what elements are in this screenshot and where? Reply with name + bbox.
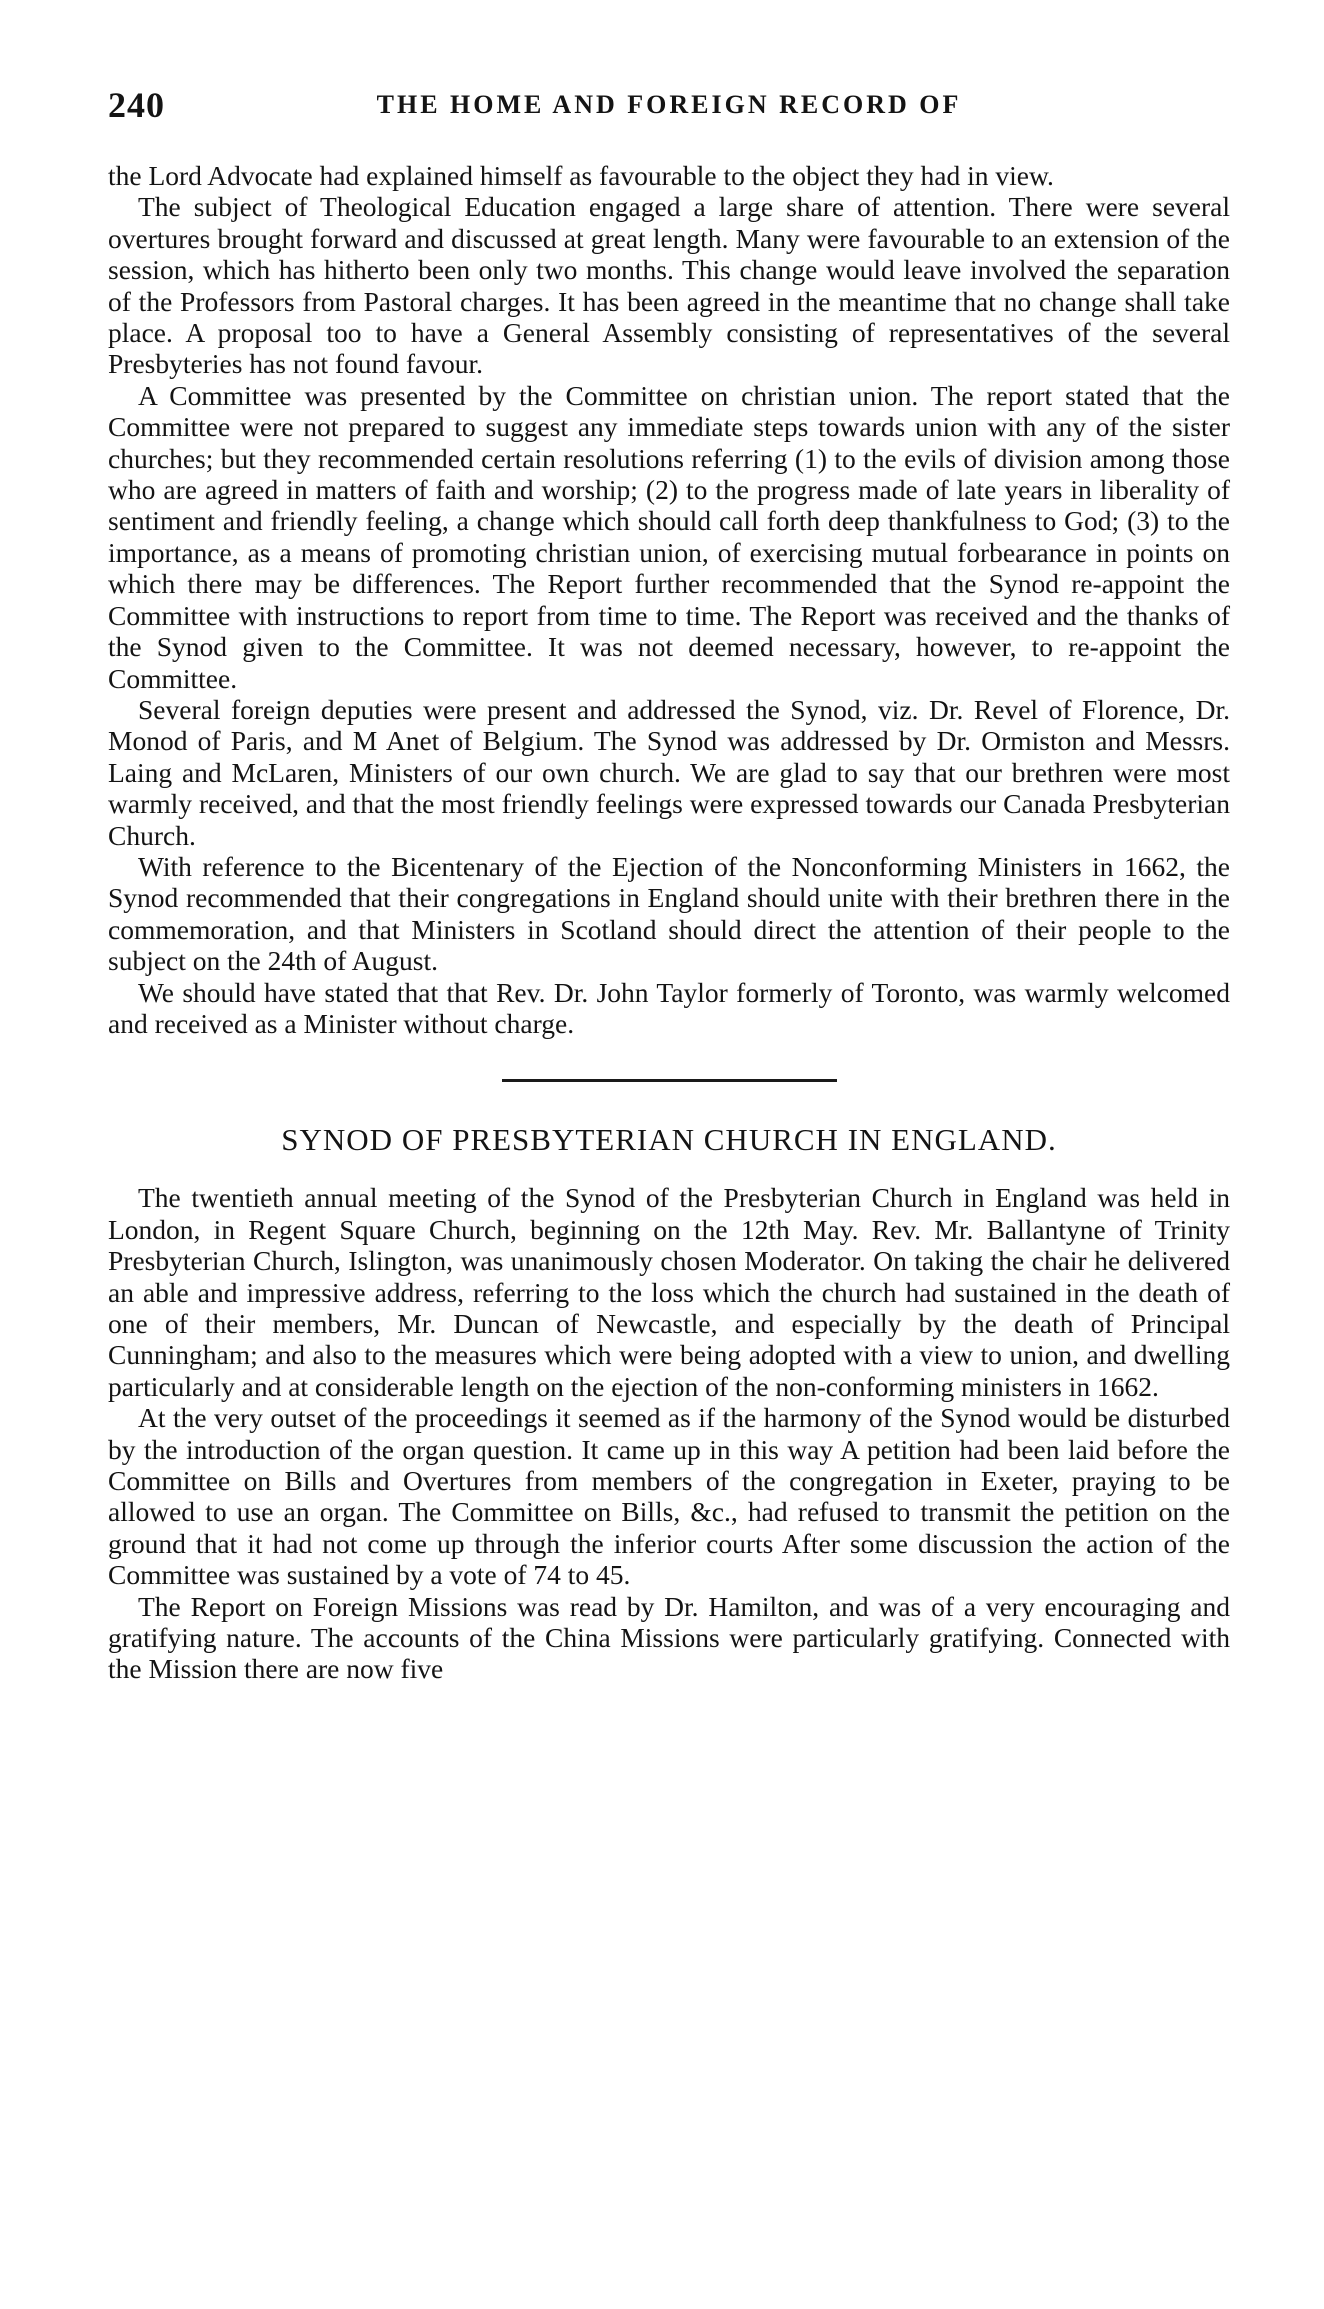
article-synod-england <box>108 1122 1230 1685</box>
paragraph: Several foreign deputies were present and addressed the Synod, viz. Dr. Revel of Florence, Dr. Monod of Paris, and M Anet of Belgium. The Synod was addressed by Dr. Ormiston and Messrs. Laing and McLaren, Ministers of our own church. We are glad to say that our brethren were most warmly received, and that the most friendly feelings were expressed towards our Canada Presbyterian Church. <box>108 693 1230 851</box>
article-continuation <box>108 160 1230 1039</box>
paragraph: The twentieth annual meeting of the Synod of the Presbyterian Church in England was held in London, in Regent Square Church, beginning on the 12th May. Rev. Mr. Ballantyne of Trinity Presbyterian Church, Islington, was unanimously chosen Moderator. On taking the chair he delivered an able and impressive address, referring to the loss which the church had sustained in the death of one of their members, Mr. Duncan of Newcastle, and especially by the death of Principal Cunningham; and also to the measures which were being adopted with a view to union, and dwelling particularly and at considerable length on the ejection of the non-conforming ministers in 1662. <box>108 1182 1230 1402</box>
paragraph: We should have stated that that Rev. Dr. John Taylor formerly of Toronto, was warmly welcomed and received as a Minister without charge. <box>108 976 1230 1039</box>
running-title: THE HOME AND FOREIGN RECORD OF <box>376 90 962 119</box>
running-header <box>108 72 1230 132</box>
paragraph: The Report on Foreign Missions was read by Dr. Hamilton, and was of a very encouraging and gratifying nature. The accounts of the China Missions were particularly gratifying. Connected with the Mission there are now five <box>108 1590 1230 1685</box>
paragraph: the Lord Advocate had explained himself as favourable to the object they had in view. <box>108 160 1054 191</box>
paragraph: The subject of Theological Education engaged a large share of attention. There were several overtures brought forward and discussed at great length. Many were favourable to an extension of the session, which has hitherto been only two months. This change would leave involved the separation of the Professors from Pastoral charges. It has been agreed in the meantime that no change shall take place. A proposal too to have a General Assembly consisting of representatives of the several Presbyteries has not found favour. <box>108 191 1230 380</box>
section-title: SYNOD OF PRESBYTERIAN CHURCH IN ENGLAND. <box>281 1122 1057 1158</box>
paragraph: With reference to the Bicentenary of the Ejection of the Nonconforming Ministers in 1662, the Synod recommended that their congregations in England should unite with their brethren there in the commemoration, and that Ministers in Scotland should direct the attention of their people to the subject on the 24th of August. <box>108 850 1230 977</box>
paragraph: At the very outset of the proceedings it seemed as if the harmony of the Synod would be disturbed by the introduction of the organ question. It came up in this way A petition had been laid before the Committee on Bills and Overtures from members of the congregation in Exeter, praying to be allowed to use an organ. The Committee on Bills, &c., had refused to transmit the petition on the ground that it had not come up through the inferior courts After some discussion the action of the Committee was sustained by a vote of 74 to 45. <box>108 1402 1230 1591</box>
page-number: 240 <box>108 85 165 125</box>
section-divider <box>502 1079 837 1082</box>
document-page <box>108 72 1230 1685</box>
paragraph: A Committee was presented by the Committee on christian union. The report stated that the Committee were not prepared to suggest any immediate steps towards union with any of the sister churches; but they recommended certain resolutions referring (1) to the evils of division among those who are agreed in matters of faith and worship; (2) to the progress made of late years in liberality of sentiment and friendly feeling, a change which should call forth deep thankfulness to God; (3) to the importance, as a means of promoting christian union, of exercising mutual forbearance in points on which there may be differences. The Report further recommended that the Synod re-appoint the Committee with instructions to report from time to time. The Report was received and the thanks of the Synod given to the Committee. It was not deemed necessary, however, to re-appoint the Committee. <box>108 379 1230 694</box>
